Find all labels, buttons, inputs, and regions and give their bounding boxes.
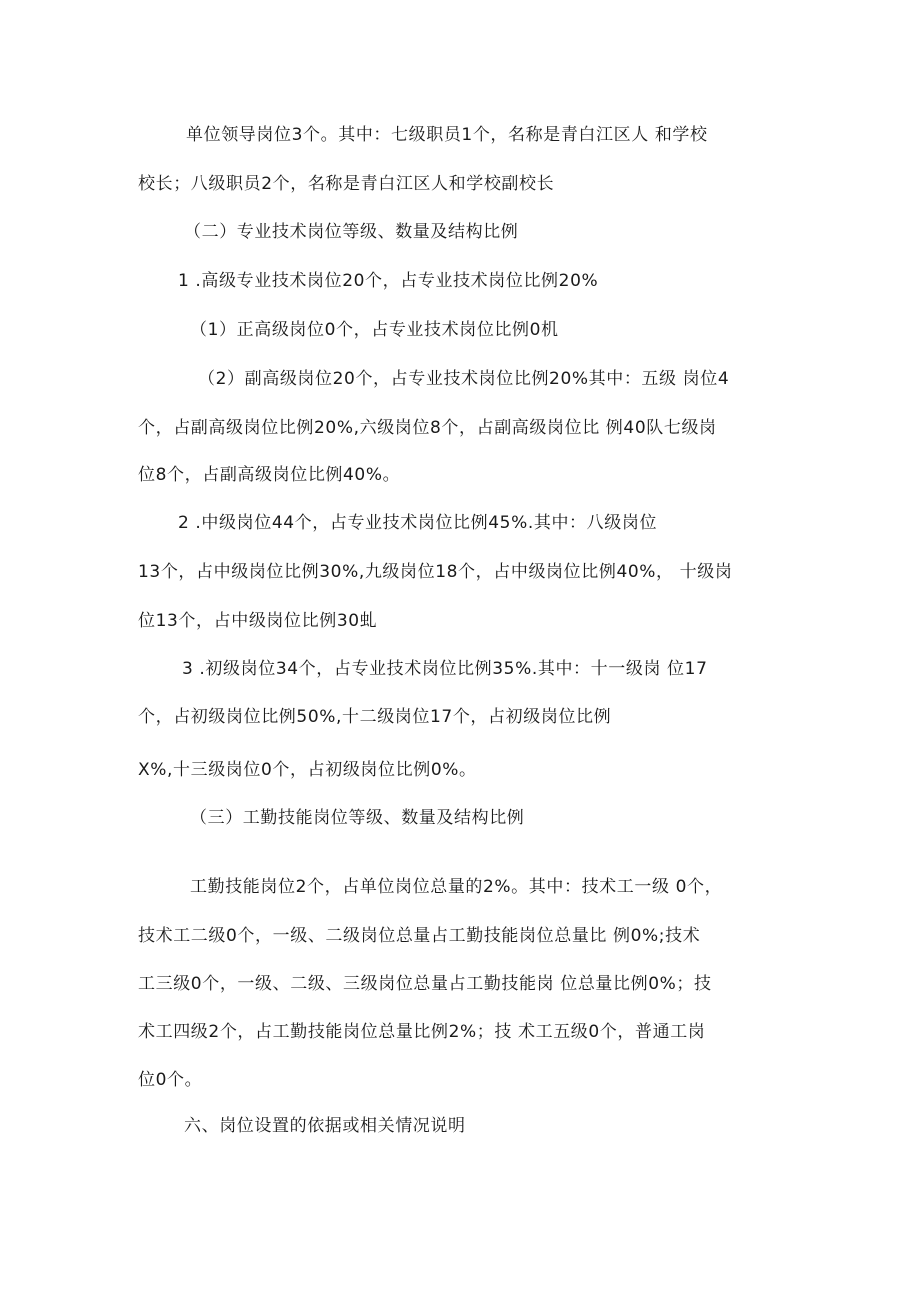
paragraph-line: 术工四级2个，占工勤技能岗位总量比例2%；技 术工五级0个，普通工岗 xyxy=(138,1022,706,1042)
paragraph-line: 校长；八级职员2个，名称是青白江区人和学校副校长 xyxy=(138,174,555,194)
section-heading: （二）专业技术岗位等级、数量及结构比例 xyxy=(184,222,519,242)
paragraph-line: 工三级0个，一级、二级、三级岗位总量占工勤技能岗 位总量比例0%；技 xyxy=(138,974,712,994)
section-heading: （三）工勤技能岗位等级、数量及结构比例 xyxy=(190,808,525,828)
paragraph-line: 3 .初级岗位34个，占专业技术岗位比例35%.其中：十一级岗 位17 xyxy=(182,659,708,679)
paragraph-line: 个，占初级岗位比例50%,十二级岗位17个，占初级岗位比例 xyxy=(138,707,612,727)
paragraph-line: 位0个。 xyxy=(138,1070,203,1090)
paragraph-line: 工勤技能岗位2个，占单位岗位总量的2%。其中：技术工一级 0个， xyxy=(190,877,723,897)
paragraph-line: 位13个，占中级岗位比例30虬 xyxy=(138,611,378,631)
paragraph-line: 2 .中级岗位44个，占专业技术岗位比例45%.其中：八级岗位 xyxy=(178,513,658,533)
paragraph-line: （2）副高级岗位20个，占专业技术岗位比例20%其中：五级 岗位4 xyxy=(198,369,730,389)
paragraph-line: 单位领导岗位3个。其中：七级职员1个，名称是青白江区人 和学校 xyxy=(186,125,708,145)
section-heading: 六、岗位设置的依据或相关情况说明 xyxy=(184,1116,466,1136)
paragraph-line: （1）正高级岗位0个，占专业技术岗位比例0机 xyxy=(190,320,559,340)
paragraph-line: 个，占副高级岗位比例20%,六级岗位8个，占副高级岗位比 例40队七级岗 xyxy=(138,418,717,438)
paragraph-line: 技术工二级0个，一级、二级岗位总量占工勤技能岗位总量比 例0%;技术 xyxy=(138,926,701,946)
paragraph-line: 位8个，占副高级岗位比例40%。 xyxy=(138,465,401,485)
paragraph-line: 1 .高级专业技术岗位20个，占专业技术岗位比例20% xyxy=(178,271,599,291)
paragraph-line: 13个，占中级岗位比例30%,九级岗位18个，占中级岗位比例40%， 十级岗 xyxy=(138,562,733,582)
paragraph-line: X%,十三级岗位0个，占初级岗位比例0%。 xyxy=(138,760,477,780)
